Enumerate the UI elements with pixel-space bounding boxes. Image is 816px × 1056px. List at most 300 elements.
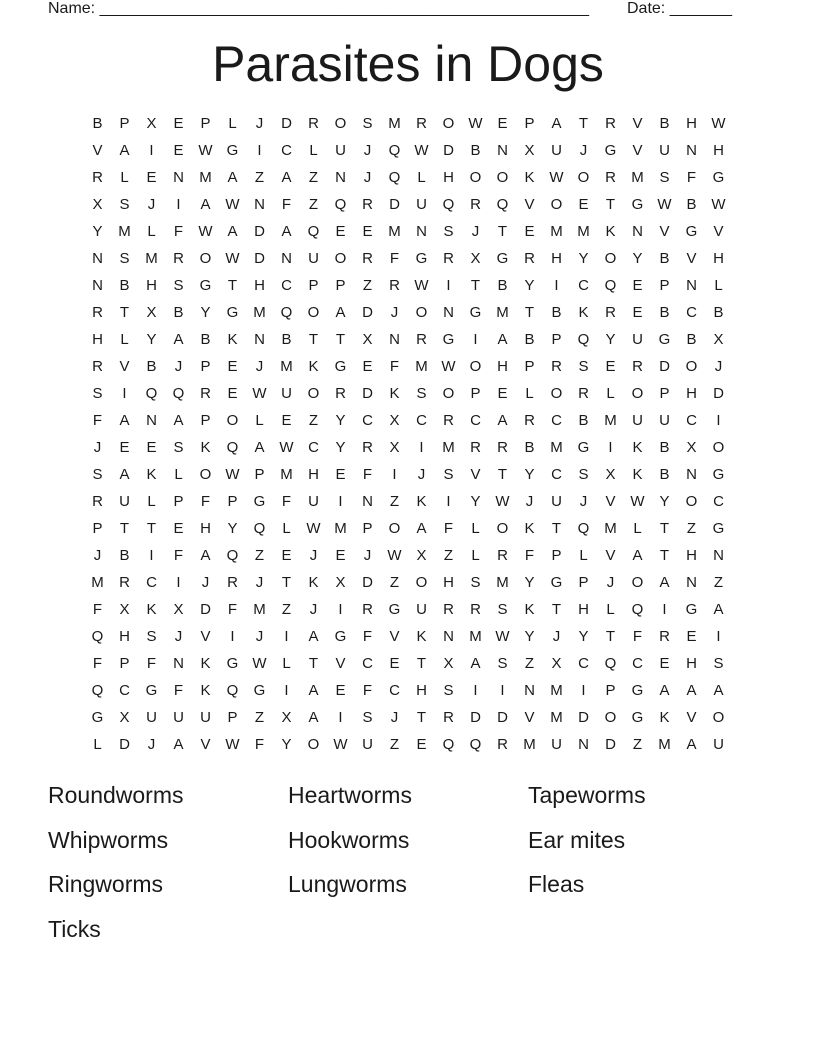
grid-letter: I bbox=[176, 574, 181, 591]
grid-letter: V bbox=[605, 493, 616, 510]
grid-letter: F bbox=[227, 601, 238, 618]
name-field-label: Name: _______________________________________________________ bbox=[48, 0, 589, 17]
grid-letter: E bbox=[227, 385, 238, 402]
grid-letter: R bbox=[443, 601, 454, 618]
grid-letter: F bbox=[173, 547, 184, 564]
grid-letter: X bbox=[605, 466, 616, 483]
grid-letter: W bbox=[198, 142, 213, 159]
grid-letter: Y bbox=[632, 250, 643, 267]
grid-letter: Z bbox=[686, 520, 697, 537]
grid-letter: M bbox=[550, 682, 563, 699]
grid-letter: L bbox=[714, 277, 723, 294]
grid-letter: S bbox=[146, 628, 157, 645]
grid-letter: S bbox=[362, 709, 373, 726]
grid-letter: C bbox=[362, 412, 373, 429]
grid-letter: Q bbox=[280, 304, 293, 321]
grid-letter: L bbox=[255, 412, 264, 429]
grid-letter: A bbox=[227, 223, 238, 240]
grid-letter: N bbox=[497, 142, 508, 159]
grid-letter: P bbox=[254, 466, 265, 483]
grid-letter: W bbox=[225, 250, 240, 267]
grid-letter: J bbox=[525, 493, 534, 510]
grid-letter: C bbox=[416, 412, 427, 429]
grid-letter: M bbox=[253, 304, 266, 321]
grid-letter: Y bbox=[524, 466, 535, 483]
grid-letter: Q bbox=[388, 142, 401, 159]
grid-letter: T bbox=[578, 115, 589, 132]
grid-letter: J bbox=[174, 628, 183, 645]
grid-letter: J bbox=[417, 466, 426, 483]
grid-letter: E bbox=[335, 682, 346, 699]
grid-letter: Z bbox=[308, 412, 319, 429]
grid-letter: D bbox=[497, 709, 508, 726]
grid-letter: K bbox=[524, 169, 535, 186]
grid-letter: M bbox=[334, 520, 347, 537]
grid-letter: M bbox=[469, 628, 482, 645]
grid-letter: P bbox=[362, 520, 373, 537]
grid-letter: G bbox=[199, 277, 212, 294]
grid-letter: T bbox=[605, 628, 616, 645]
grid-letter: F bbox=[281, 196, 292, 213]
grid-letter: B bbox=[578, 412, 589, 429]
grid-letter: I bbox=[176, 196, 181, 213]
grid-letter: H bbox=[686, 385, 697, 402]
grid-letter: B bbox=[119, 277, 130, 294]
grid-letter: X bbox=[686, 439, 697, 456]
grid-letter: O bbox=[469, 358, 482, 375]
grid-letter: B bbox=[659, 439, 670, 456]
grid-letter: O bbox=[685, 358, 698, 375]
grid-letter: R bbox=[551, 358, 562, 375]
grid-letter: Q bbox=[172, 385, 185, 402]
grid-letter: R bbox=[605, 304, 616, 321]
grid-letter: F bbox=[92, 412, 103, 429]
grid-letter: J bbox=[255, 574, 264, 591]
grid-letter: A bbox=[200, 547, 211, 564]
grid-letter: O bbox=[199, 466, 212, 483]
grid-letter: F bbox=[92, 655, 103, 672]
grid-letter: X bbox=[524, 142, 535, 159]
grid-letter: A bbox=[308, 709, 319, 726]
grid-letter: P bbox=[659, 277, 670, 294]
grid-letter: O bbox=[442, 115, 455, 132]
grid-letter: Q bbox=[577, 331, 590, 348]
grid-letter: F bbox=[173, 223, 184, 240]
grid-letter: Y bbox=[659, 493, 670, 510]
grid-letter: O bbox=[604, 709, 617, 726]
grid-letter: R bbox=[200, 385, 211, 402]
grid-letter: R bbox=[524, 250, 535, 267]
grid-letter: R bbox=[659, 628, 670, 645]
grid-letter: B bbox=[713, 304, 724, 321]
grid-letter: V bbox=[659, 223, 670, 240]
grid-letter: E bbox=[524, 223, 535, 240]
grid-letter: N bbox=[281, 250, 292, 267]
grid-letter: Q bbox=[604, 655, 617, 672]
grid-letter: X bbox=[92, 196, 103, 213]
grid-letter: D bbox=[119, 736, 130, 753]
grid-letter: P bbox=[605, 682, 616, 699]
grid-letter: Y bbox=[578, 250, 589, 267]
grid-letter: I bbox=[581, 682, 586, 699]
grid-letter: H bbox=[713, 250, 724, 267]
grid-letter: N bbox=[173, 169, 184, 186]
grid-letter: Z bbox=[254, 169, 265, 186]
grid-letter: P bbox=[524, 115, 535, 132]
grid-letter: Z bbox=[443, 547, 454, 564]
grid-letter: R bbox=[362, 439, 373, 456]
grid-letter: Q bbox=[469, 736, 482, 753]
grid-letter: B bbox=[659, 250, 670, 267]
grid-letter: L bbox=[606, 385, 615, 402]
grid-letter: H bbox=[119, 628, 130, 645]
grid-letter: U bbox=[308, 250, 319, 267]
grid-letter: R bbox=[362, 250, 373, 267]
grid-letter: X bbox=[551, 655, 562, 672]
grid-letter: U bbox=[551, 493, 562, 510]
grid-letter: G bbox=[712, 520, 725, 537]
grid-letter: M bbox=[253, 601, 266, 618]
grid-letter: M bbox=[280, 466, 293, 483]
word-list-item: Ringworms bbox=[48, 871, 164, 897]
grid-letter: I bbox=[392, 466, 397, 483]
grid-letter: W bbox=[252, 655, 267, 672]
grid-letter: F bbox=[443, 520, 454, 537]
grid-letter: M bbox=[388, 223, 401, 240]
grid-letter: P bbox=[200, 358, 211, 375]
grid-letter: A bbox=[713, 601, 724, 618]
grid-letter: R bbox=[92, 304, 103, 321]
grid-letter: G bbox=[226, 655, 239, 672]
grid-letter: Y bbox=[524, 574, 535, 591]
grid-letter: Z bbox=[524, 655, 535, 672]
grid-letter: B bbox=[686, 331, 697, 348]
grid-letter: R bbox=[92, 493, 103, 510]
word-list-item: Lungworms bbox=[288, 871, 407, 897]
grid-letter: T bbox=[308, 655, 319, 672]
grid-letter: M bbox=[442, 439, 455, 456]
grid-letter: A bbox=[173, 736, 184, 753]
grid-letter: H bbox=[686, 115, 697, 132]
grid-letter: E bbox=[686, 628, 697, 645]
grid-letter: R bbox=[470, 196, 481, 213]
grid-letter: X bbox=[335, 574, 346, 591]
grid-letter: I bbox=[716, 628, 721, 645]
grid-letter: C bbox=[308, 439, 319, 456]
grid-letter: L bbox=[147, 493, 156, 510]
grid-letter: B bbox=[470, 142, 481, 159]
grid-letter: N bbox=[335, 169, 346, 186]
grid-letter: T bbox=[470, 277, 481, 294]
grid-letter: H bbox=[497, 358, 508, 375]
grid-letter: M bbox=[415, 358, 428, 375]
grid-letter: C bbox=[551, 412, 562, 429]
grid-letter: M bbox=[145, 250, 158, 267]
grid-letter: R bbox=[416, 331, 427, 348]
grid-letter: T bbox=[551, 520, 562, 537]
grid-letter: I bbox=[338, 601, 343, 618]
grid-letter: G bbox=[577, 439, 590, 456]
grid-letter: W bbox=[306, 520, 321, 537]
grid-letter: A bbox=[200, 196, 211, 213]
grid-letter: U bbox=[146, 709, 157, 726]
grid-letter: V bbox=[119, 358, 130, 375]
grid-letter: H bbox=[551, 250, 562, 267]
grid-letter: E bbox=[173, 520, 184, 537]
grid-letter: Q bbox=[91, 628, 104, 645]
grid-letter: X bbox=[119, 601, 130, 618]
grid-letter: L bbox=[471, 520, 480, 537]
grid-letter: P bbox=[200, 412, 211, 429]
grid-letter: J bbox=[552, 628, 561, 645]
grid-letter: P bbox=[227, 493, 238, 510]
grid-letter: F bbox=[92, 601, 103, 618]
grid-letter: I bbox=[473, 331, 478, 348]
grid-letter: X bbox=[416, 547, 427, 564]
grid-letter: W bbox=[387, 547, 402, 564]
grid-letter: P bbox=[470, 385, 481, 402]
grid-letter: R bbox=[470, 439, 481, 456]
grid-letter: Q bbox=[388, 169, 401, 186]
grid-letter: Y bbox=[335, 412, 346, 429]
grid-letter: M bbox=[631, 169, 644, 186]
grid-letter: E bbox=[578, 196, 589, 213]
grid-letter: X bbox=[470, 250, 481, 267]
grid-letter: R bbox=[443, 250, 454, 267]
grid-letter: J bbox=[714, 358, 723, 375]
grid-letter: R bbox=[362, 196, 373, 213]
grid-letter: P bbox=[308, 277, 319, 294]
grid-letter: T bbox=[308, 331, 319, 348]
grid-letter: J bbox=[390, 304, 399, 321]
grid-letter: J bbox=[147, 196, 156, 213]
grid-letter: T bbox=[146, 520, 157, 537]
grid-letter: J bbox=[174, 358, 183, 375]
grid-letter: U bbox=[335, 142, 346, 159]
grid-letter: H bbox=[92, 331, 103, 348]
word-list-item: Heartworms bbox=[288, 782, 412, 808]
grid-letter: M bbox=[199, 169, 212, 186]
grid-letter: D bbox=[281, 115, 292, 132]
grid-letter: V bbox=[713, 223, 724, 240]
grid-letter: W bbox=[252, 385, 267, 402]
grid-letter: K bbox=[308, 574, 319, 591]
grid-letter: V bbox=[605, 547, 616, 564]
grid-letter: G bbox=[334, 628, 347, 645]
word-list-item: Ear mites bbox=[528, 826, 626, 853]
grid-letter: X bbox=[146, 304, 157, 321]
grid-letter: N bbox=[92, 277, 103, 294]
grid-letter: R bbox=[497, 736, 508, 753]
grid-letter: N bbox=[713, 547, 724, 564]
grid-letter: P bbox=[551, 331, 562, 348]
grid-letter: O bbox=[685, 493, 698, 510]
grid-letter: V bbox=[200, 736, 211, 753]
grid-letter: K bbox=[416, 628, 427, 645]
grid-letter: A bbox=[659, 682, 670, 699]
grid-letter: J bbox=[93, 439, 102, 456]
grid-letter: G bbox=[496, 250, 509, 267]
grid-letter: J bbox=[201, 574, 210, 591]
grid-letter: O bbox=[496, 169, 509, 186]
grid-letter: A bbox=[281, 223, 292, 240]
grid-letter: G bbox=[91, 709, 104, 726]
grid-letter: A bbox=[497, 331, 508, 348]
grid-letter: W bbox=[414, 277, 429, 294]
grid-letter: A bbox=[713, 682, 724, 699]
grid-letter: J bbox=[579, 142, 588, 159]
grid-letter: Q bbox=[226, 547, 239, 564]
grid-letter: L bbox=[120, 331, 129, 348]
grid-letter: X bbox=[713, 331, 724, 348]
grid-letter: P bbox=[119, 115, 130, 132]
word-list-item: Ticks bbox=[48, 915, 101, 942]
grid-letter: W bbox=[495, 628, 510, 645]
grid-letter: E bbox=[362, 358, 373, 375]
grid-letter: X bbox=[146, 115, 157, 132]
grid-letter: R bbox=[173, 250, 184, 267]
grid-letter: E bbox=[173, 115, 184, 132]
grid-letter: O bbox=[334, 115, 347, 132]
grid-letter: Z bbox=[281, 601, 292, 618]
grid-letter: S bbox=[713, 655, 724, 672]
grid-letter: U bbox=[659, 142, 670, 159]
grid-letter: L bbox=[147, 223, 156, 240]
grid-letter: B bbox=[200, 331, 211, 348]
grid-letter: X bbox=[389, 412, 400, 429]
grid-letter: K bbox=[200, 439, 211, 456]
grid-letter: R bbox=[335, 385, 346, 402]
grid-letter: Z bbox=[308, 169, 319, 186]
grid-letter: Z bbox=[632, 736, 643, 753]
grid-letter: B bbox=[524, 331, 535, 348]
grid-letter: C bbox=[686, 304, 697, 321]
grid-letter: C bbox=[551, 466, 562, 483]
grid-letter: Z bbox=[713, 574, 724, 591]
grid-letter: G bbox=[631, 709, 644, 726]
grid-letter: K bbox=[632, 466, 643, 483]
word-list-item: Hookworms bbox=[288, 826, 410, 853]
grid-letter: N bbox=[92, 250, 103, 267]
grid-letter: G bbox=[226, 304, 239, 321]
grid-letter: O bbox=[469, 169, 482, 186]
grid-letter: A bbox=[227, 169, 238, 186]
grid-letter: Y bbox=[146, 331, 157, 348]
grid-letter: Y bbox=[281, 736, 292, 753]
grid-letter: C bbox=[686, 412, 697, 429]
grid-letter: C bbox=[146, 574, 157, 591]
grid-letter: A bbox=[470, 655, 481, 672]
grid-letter: G bbox=[388, 601, 401, 618]
grid-letter: C bbox=[470, 412, 481, 429]
grid-letter: S bbox=[497, 601, 508, 618]
grid-letter: O bbox=[604, 250, 617, 267]
grid-letter: W bbox=[711, 196, 726, 213]
grid-letter: A bbox=[308, 628, 319, 645]
grid-letter: I bbox=[122, 385, 127, 402]
grid-letter: U bbox=[308, 493, 319, 510]
grid-letter: C bbox=[362, 655, 373, 672]
grid-letter: L bbox=[309, 142, 318, 159]
grid-letter: I bbox=[338, 709, 343, 726]
grid-letter: E bbox=[632, 304, 643, 321]
grid-letter: Q bbox=[145, 385, 158, 402]
grid-letter: M bbox=[118, 223, 131, 240]
grid-letter: V bbox=[632, 142, 643, 159]
grid-letter: K bbox=[659, 709, 670, 726]
grid-letter: P bbox=[551, 547, 562, 564]
grid-letter: W bbox=[279, 439, 294, 456]
grid-letter: A bbox=[173, 412, 184, 429]
grid-letter: S bbox=[578, 358, 589, 375]
grid-letter: X bbox=[362, 331, 373, 348]
grid-letter: A bbox=[173, 331, 184, 348]
grid-letter: N bbox=[416, 223, 427, 240]
word-list bbox=[48, 780, 768, 958]
grid-letter: W bbox=[711, 115, 726, 132]
grid-letter: O bbox=[496, 520, 509, 537]
grid-letter: A bbox=[416, 520, 427, 537]
grid-letter: C bbox=[119, 682, 130, 699]
grid-letter: G bbox=[631, 196, 644, 213]
grid-letter: Z bbox=[389, 736, 400, 753]
grid-letter: N bbox=[578, 736, 589, 753]
grid-letter: J bbox=[390, 709, 399, 726]
page-title: Parasites in Dogs bbox=[212, 36, 604, 92]
grid-letter: C bbox=[389, 682, 400, 699]
grid-letter: S bbox=[119, 250, 130, 267]
grid-letter: A bbox=[686, 736, 697, 753]
grid-letter: O bbox=[631, 385, 644, 402]
grid-letter: G bbox=[469, 304, 482, 321]
grid-letter: E bbox=[362, 223, 373, 240]
grid-letter: B bbox=[659, 115, 670, 132]
grid-letter: K bbox=[524, 601, 535, 618]
grid-letter: T bbox=[119, 520, 130, 537]
grid-letter: G bbox=[442, 331, 455, 348]
grid-letter: F bbox=[524, 547, 535, 564]
grid-letter: T bbox=[605, 196, 616, 213]
grid-letter: R bbox=[362, 601, 373, 618]
grid-letter: I bbox=[284, 682, 289, 699]
grid-letter: E bbox=[146, 439, 157, 456]
grid-letter: F bbox=[362, 628, 373, 645]
grid-letter: Y bbox=[335, 439, 346, 456]
grid-letter: K bbox=[227, 331, 238, 348]
grid-letter: C bbox=[713, 493, 724, 510]
grid-letter: I bbox=[500, 682, 505, 699]
grid-letter: O bbox=[388, 520, 401, 537]
grid-letter: G bbox=[334, 358, 347, 375]
grid-letter: Y bbox=[92, 223, 103, 240]
grid-letter: Q bbox=[604, 277, 617, 294]
grid-letter: Q bbox=[442, 196, 455, 213]
grid-letter: J bbox=[255, 115, 264, 132]
grid-letter: T bbox=[227, 277, 238, 294]
grid-letter: H bbox=[254, 277, 265, 294]
grid-letter: A bbox=[119, 412, 130, 429]
word-list-item: Whipworms bbox=[48, 826, 169, 853]
grid-letter: U bbox=[416, 196, 427, 213]
grid-letter: O bbox=[712, 439, 725, 456]
grid-letter: I bbox=[149, 142, 154, 159]
grid-letter: L bbox=[120, 169, 129, 186]
grid-letter: W bbox=[225, 196, 240, 213]
grid-letter: O bbox=[307, 304, 320, 321]
grid-letter: L bbox=[282, 655, 291, 672]
grid-letter: J bbox=[363, 547, 372, 564]
grid-letter: C bbox=[281, 142, 292, 159]
